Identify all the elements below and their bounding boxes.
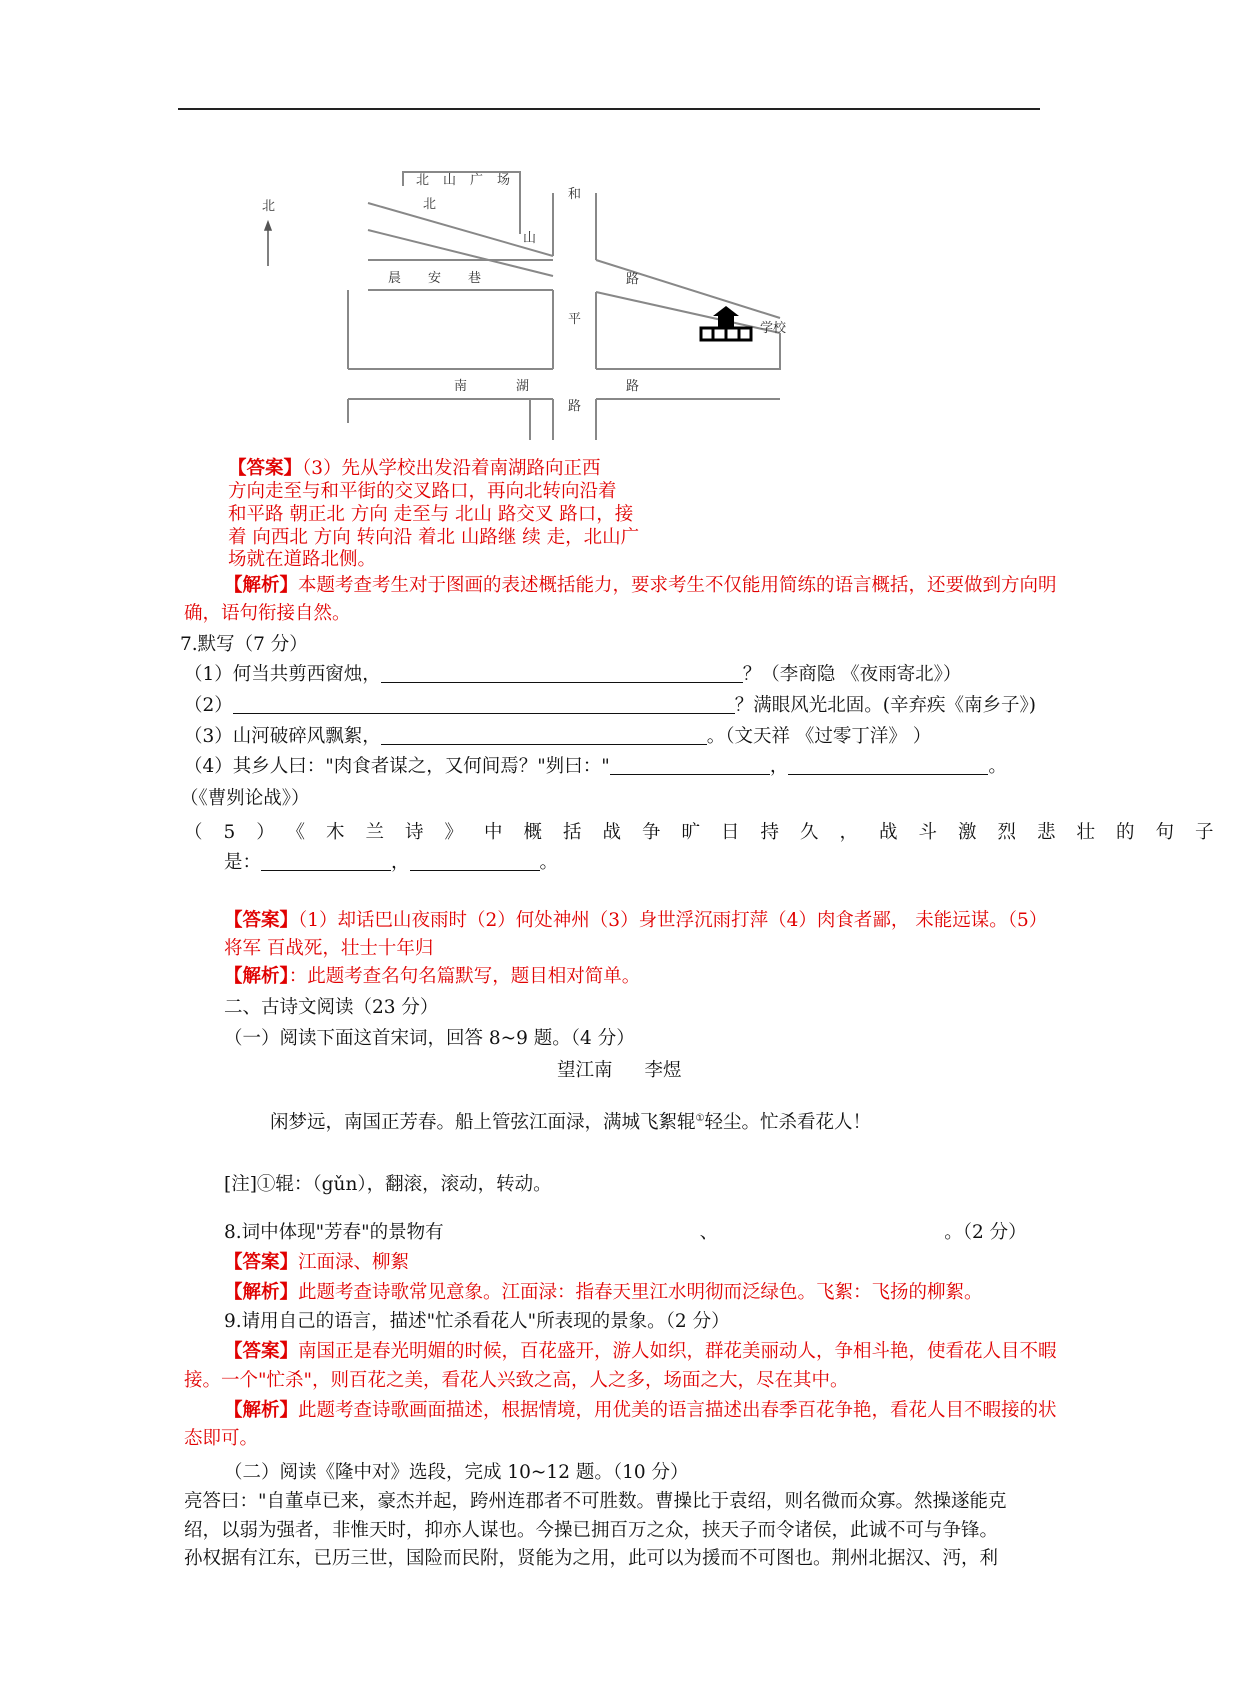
q6-analysis-tag: 【解析】 <box>224 575 299 596</box>
q8-analysis: 【解析】此题考查诗歌常见意象。江面渌：指春天里江水明彻而泛绿色。飞絮：飞扬的柳絮。 <box>224 1282 983 1303</box>
q7-title: 7.默写（7 分） <box>180 634 308 655</box>
q9-answer-line-1: 【答案】南国正是春光明媚的时候，百花盛开，游人如织，群花美丽动人，争相斗艳，使看花人目不暇 <box>224 1341 1057 1362</box>
poem-title: 望江南 李煜 <box>557 1060 682 1081</box>
part2-line-3: 孙权据有江东，已历三世，国险而民附，贤能为之用，此可以为援而不可图也。荆州北据汉、沔，利 <box>184 1548 999 1569</box>
nanhu-road-label-3: 路 <box>626 379 640 394</box>
q7-blank-4a[interactable] <box>610 755 770 775</box>
part2-line-2: 绍，以弱为强者，非惟天时，抑亦人谋也。今操已拥百万之众，挟天子而令诸侯，此诚不可与争锋。 <box>184 1520 999 1541</box>
q9-answer-tag: 【答案】 <box>224 1341 299 1362</box>
chenan-lane-label-2: 安 <box>428 271 442 286</box>
heping-road-label-2: 平 <box>568 312 582 327</box>
beishan-road-label-2: 山 <box>523 231 537 246</box>
q7-blank-1[interactable] <box>381 663 743 683</box>
q7-analysis-tag: 【解析】 <box>224 966 289 987</box>
poem-body: 闲梦远，南国正芳春。船上管弦江面渌，满城飞絮辊①轻尘。忙杀看花人！ <box>270 1112 871 1134</box>
q7-answer-tag: 【答案】 <box>224 910 299 931</box>
chenan-lane-label-3: 巷 <box>468 271 482 286</box>
north-arrow <box>265 222 271 266</box>
q9-analysis-tag: 【解析】 <box>224 1400 299 1421</box>
q7-answer-line-1: 【答案】（1）却话巴山夜雨时（2）何处神州（3）身世浮沉雨打萍（4）肉食者鄙， 未能远谋。（5） <box>224 910 1048 931</box>
q9-question: 9.请用自己的语言，描述"忙杀看花人"所表现的景象。（2 分） <box>224 1311 730 1332</box>
square-label: 北山广场 <box>416 173 525 188</box>
q8-answer-tag: 【答案】 <box>224 1252 299 1273</box>
q9-analysis-line-2: 态即可。 <box>184 1428 259 1449</box>
q7-blank-4b[interactable] <box>788 755 988 775</box>
part2-line-1: 亮答曰："自董卓已来，豪杰并起，跨州连郡者不可胜数。曹操比于袁绍，则名微而众寡。然操遂能克 <box>184 1491 1007 1512</box>
heping-road-label-1: 和 <box>568 187 582 202</box>
chenan-lane-label-1: 晨 <box>388 271 402 286</box>
q8-analysis-tag: 【解析】 <box>224 1282 299 1303</box>
q7-item-5-line-1: （5）《木兰诗》中概括战争旷日持久，战斗激烈悲壮的句子 <box>184 822 1235 843</box>
q7-blank-5a[interactable] <box>261 851 391 871</box>
q9-analysis-line-1: 【解析】此题考查诗歌画面描述，根据情境，用优美的语言描述出春季百花争艳，看花人目不暇接的状 <box>224 1400 1057 1421</box>
beishan-road-label-1: 北 <box>423 197 437 212</box>
beishan-road-upper-edge <box>368 203 553 256</box>
poem-note: [注]①辊：（gǔn），翻滚，滚动，转动。 <box>224 1174 552 1195</box>
q6-answer-line-4: 着 向西北 方向 转向沿 着北 山路继 续 走，北山广 <box>228 527 640 548</box>
q8-question: 8.词中体现"芳春"的景物有 、 。（2 分） <box>224 1222 1027 1243</box>
section2-part1: （一）阅读下面这首宋词，回答 8~9 题。（4 分） <box>224 1028 635 1049</box>
q7-blank-2[interactable] <box>233 694 735 714</box>
q7-blank-3[interactable] <box>381 725 707 745</box>
beishan-road-east-upper <box>596 260 780 318</box>
poem-note-mark: ① <box>695 1113 705 1124</box>
q6-analysis-line-1: 【解析】本题考查考生对于图画的表述概括能力，要求考生不仅能用简练的语言概括，还要做到方向明 <box>224 575 1057 596</box>
q7-analysis: 【解析】：此题考查名句名篇默写，题目相对简单。 <box>224 966 641 987</box>
route-map <box>262 168 858 440</box>
poem-author: 李煜 <box>644 1060 682 1081</box>
q7-answer-line-2: 将军 百战死，壮士十年归 <box>224 938 434 959</box>
q7-item-3: （3）山河破碎风飘絮， 。（文天祥 《过零丁洋》 ） <box>184 726 932 747</box>
nanhu-road-label-1: 南 <box>454 379 468 394</box>
q6-answer-line-2: 方向走至与和平街的交叉路口，再向北转向沿着 <box>228 481 617 502</box>
heping-road-label-3: 路 <box>626 272 640 287</box>
q6-answer-tag: 【答案】 <box>228 458 303 479</box>
school-icon <box>701 306 751 340</box>
q6-answer-line-1: 【答案】（3）先从学校出发沿着南湖路向正西 <box>228 458 601 479</box>
q9-answer-line-2: 接。一个"忙杀"，则百花之美，看花人兴致之高，人之多，场面之大，尽在其中。 <box>184 1370 849 1391</box>
header-rule <box>178 108 1040 110</box>
q6-answer-line-3: 和平路 朝正北 方向 走至与 北山 路交叉 路口，接 <box>228 504 634 525</box>
part2-heading: （二）阅读《隆中对》选段，完成 10~12 题。（10 分） <box>224 1462 689 1483</box>
q7-item-4: （4）其乡人曰："肉食者谋之，又何间焉？"刿曰：" ， 。 <box>184 756 1007 777</box>
section2-heading: 二、古诗文阅读（23 分） <box>224 997 439 1018</box>
nanhu-road-label-4: 路 <box>568 399 582 414</box>
q6-answer-line-5: 场就在道路北侧。 <box>228 549 377 570</box>
nanhu-road-label-2: 湖 <box>516 379 530 394</box>
q7-item-4-source: （《曹刿论战》） <box>180 788 310 809</box>
school-label: 学校 <box>760 321 787 336</box>
q8-answer: 【答案】江面渌、柳絮 <box>224 1252 410 1273</box>
q7-item-2: （2） ？满眼风光北固。(辛弃疾《南乡子》) <box>184 695 1036 716</box>
q7-item-5-line-2: 是： ， 。 <box>224 852 559 873</box>
q7-blank-5b[interactable] <box>410 851 540 871</box>
north-label: 北 <box>262 199 276 214</box>
q6-analysis-line-2: 确，语句衔接自然。 <box>184 603 351 624</box>
q7-item-1: （1）何当共剪西窗烛， ？（李商隐 《夜雨寄北》） <box>184 664 962 685</box>
